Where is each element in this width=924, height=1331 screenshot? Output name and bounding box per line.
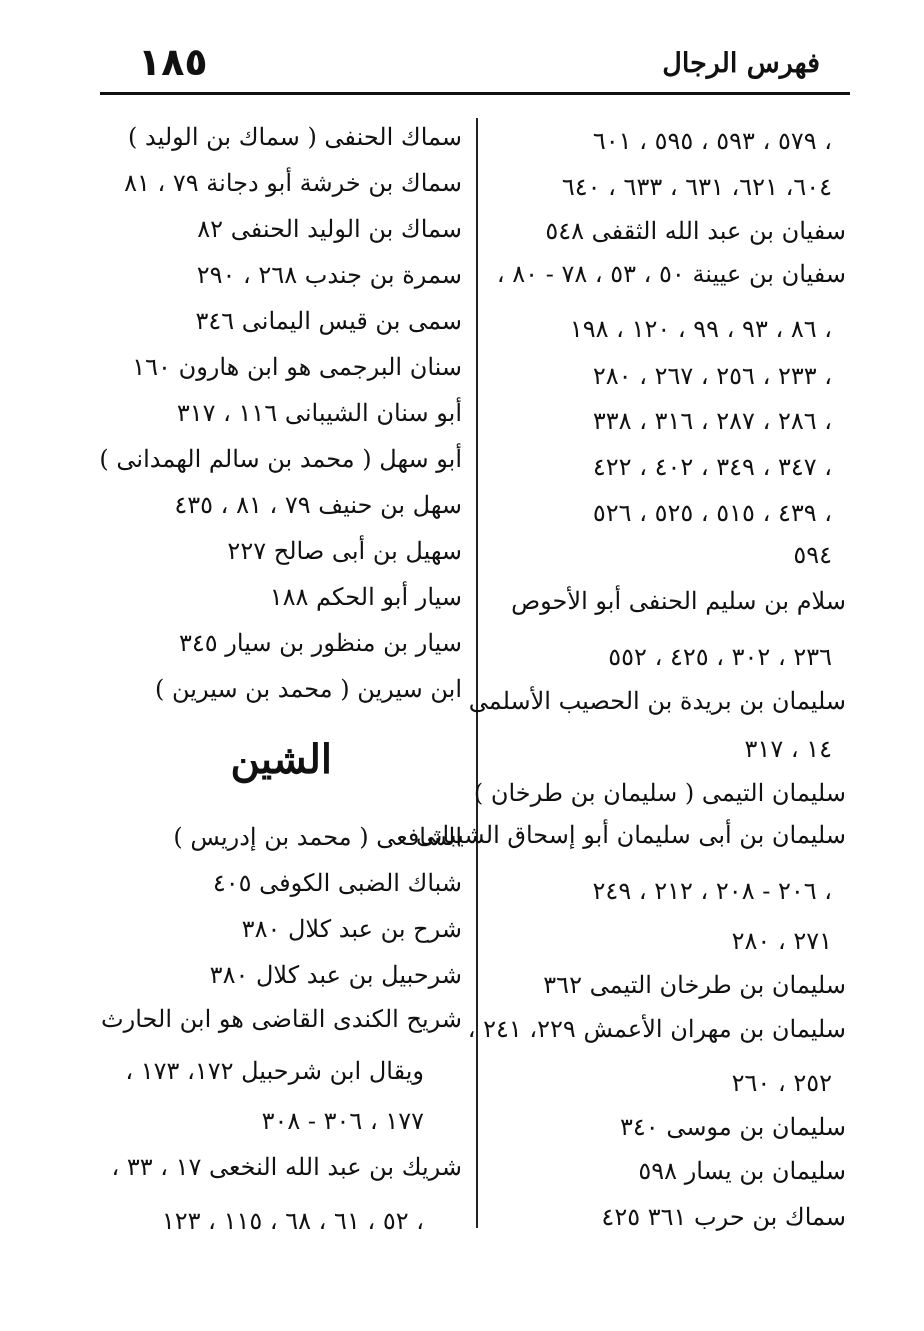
- index-entry: ابن سيرين ( محمد بن سيرين ): [155, 675, 462, 703]
- running-title: فهرس الرجال: [662, 48, 820, 79]
- index-entry: سهيل بن أبى صالح ٢٢٧: [227, 537, 462, 565]
- index-line: ٢٧١ ، ٢٨٠: [731, 927, 832, 955]
- index-line: ٣٤٧ ، ٣٤٩ ، ٤٠٢ ، ٤٢٢ ،: [592, 453, 832, 481]
- index-entry: سنان البرجمى هو ابن هارون ١٦٠: [132, 353, 462, 381]
- index-line: ٦٠٤، ٦٢١، ٦٣١ ، ٦٣٣ ، ٦٤٠: [561, 173, 832, 201]
- index-entry: سليمان بن مهران الأعمش ٢٢٩، ٢٤١ ،: [467, 1015, 846, 1043]
- index-entry: شباك الضبى الكوفى ٤٠٥: [212, 869, 462, 897]
- page-number: ١٨٥: [138, 40, 208, 84]
- header-rule: [100, 92, 850, 95]
- index-line: ٢٣٣ ، ٢٥٦ ، ٢٦٧ ، ٢٨٠ ،: [592, 362, 832, 390]
- index-entry: سهل بن حنيف ٧٩ ، ٨١ ، ٤٣٥: [174, 491, 462, 519]
- index-entry: سفيان بن عبد الله الثقفى ٥٤٨: [545, 217, 846, 245]
- index-entry: سيار أبو الحكم ١٨٨: [269, 583, 462, 611]
- index-entry: سلام بن سليم الحنفى أبو الأحوص: [511, 587, 846, 615]
- index-entry: شريك بن عبد الله النخعى ١٧ ، ٣٣ ،: [111, 1153, 462, 1181]
- index-line: ٨٦ ، ٩٣ ، ٩٩ ، ١٢٠ ، ١٩٨ ،: [569, 315, 832, 343]
- index-entry: سيار بن منظور بن سيار ٣٤٥: [179, 629, 462, 657]
- index-line: ويقال ابن شرحبيل ١٧٢، ١٧٣ ،: [125, 1057, 424, 1085]
- column-divider: [476, 118, 478, 1228]
- index-line: ٤٣٩ ، ٥١٥ ، ٥٢٥ ، ٥٢٦ ،: [592, 499, 832, 527]
- index-line: ٥٩٤: [793, 541, 832, 569]
- index-entry: سفيان بن عيينة ٥٠ ، ٥٣ ، ٧٨ - ٨٠ ،: [496, 260, 846, 288]
- index-line: ٥٢ ، ٦١ ، ٦٨ ، ١١٥ ، ١٢٣ ،: [161, 1207, 424, 1235]
- index-entry: سماك الحنفى ( سماك بن الوليد ): [128, 123, 462, 151]
- index-entry: سليمان بن موسى ٣٤٠: [620, 1113, 846, 1141]
- index-entry: الشافعى ( محمد بن إدريس ): [173, 823, 462, 851]
- index-entry: شرحبيل بن عبد كلال ٣٨٠: [209, 961, 462, 989]
- index-line: ٢٠٦ - ٢٠٨ ، ٢١٢ ، ٢٤٩ ،: [592, 877, 832, 905]
- index-entry: أبو سنان الشيبانى ١١٦ ، ٣١٧: [176, 399, 462, 427]
- index-line: ٥٧٩ ، ٥٩٣ ، ٥٩٥ ، ٦٠١ ،: [592, 127, 832, 155]
- index-entry: سليمان بن يسار ٥٩٨: [638, 1157, 846, 1185]
- index-entry: سليمان التيمى ( سليمان بن طرخان ): [473, 779, 846, 807]
- index-line: ١٤ ، ٣١٧: [744, 735, 832, 763]
- index-entry: سماك بن الوليد الحنفى ٨٢: [197, 215, 462, 243]
- page-header: [100, 38, 850, 92]
- index-entry: سليمان بن أبى سليمان أبو إسحاق الشيبانى: [415, 821, 846, 849]
- index-entry: سليمان بن بريدة بن الحصيب الأسلمى: [468, 687, 846, 715]
- index-entry: سماك بن خرشة أبو دجانة ٧٩ ، ٨١: [124, 169, 462, 197]
- index-entry: سماك بن حرب ٣٦١ ٤٢٥: [601, 1203, 846, 1231]
- index-line: ٢٨٦ ، ٢٨٧ ، ٣١٦ ، ٣٣٨ ،: [592, 407, 832, 435]
- index-entry: سليمان بن طرخان التيمى ٣٦٢: [543, 971, 846, 999]
- index-line: ٢٣٦ ، ٣٠٢ ، ٤٢٥ ، ٥٥٢: [608, 643, 832, 671]
- index-entry: شرح بن عبد كلال ٣٨٠: [241, 915, 462, 943]
- index-line: ١٧٧ ، ٣٠٦ - ٣٠٨: [261, 1107, 424, 1135]
- index-entry: أبو سهل ( محمد بن سالم الهمدانى ): [99, 445, 462, 473]
- section-heading: الشين: [230, 736, 332, 783]
- index-line: ٢٥٢ ، ٢٦٠: [731, 1069, 832, 1097]
- index-entry: سمى بن قيس اليمانى ٣٤٦: [195, 307, 462, 335]
- index-entry: شريح الكندى القاضى هو ابن الحارث: [101, 1005, 462, 1033]
- index-entry: سمرة بن جندب ٢٦٨ ، ٢٩٠: [196, 261, 462, 289]
